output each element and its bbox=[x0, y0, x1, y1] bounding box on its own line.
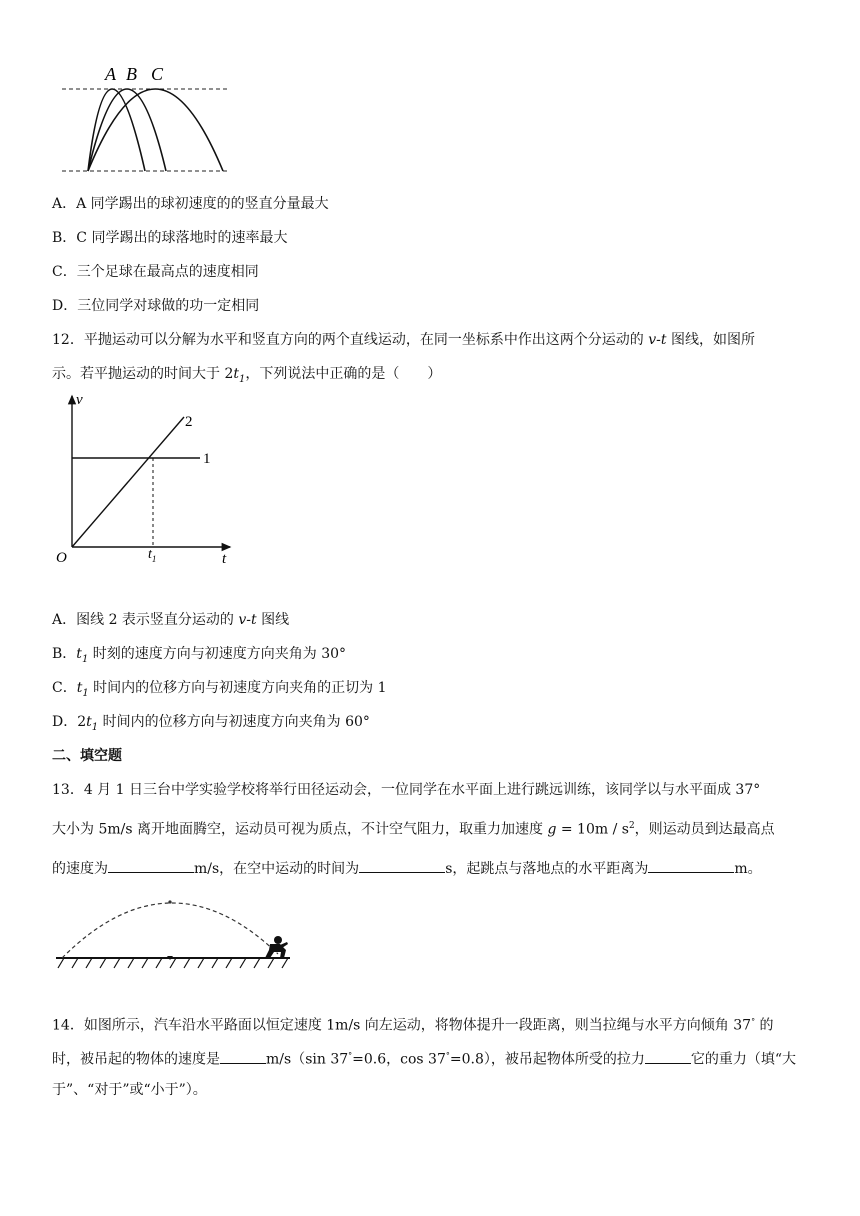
answer-blank-4[interactable] bbox=[220, 1049, 266, 1064]
trajectory-figure bbox=[58, 58, 236, 176]
trajectory-b bbox=[88, 89, 166, 171]
q13-text-line2: 大小为 5m/s 离开地面腾空，运动员可视为质点，不计空气阻力，取重力加速度 $g = 10m / s^2$，则运动员到达最高点 bbox=[52, 821, 775, 838]
q12-text-line1: 12．平抛运动可以分解为水平和竖直方向的两个直线运动，在同一坐标系中作出这两个分运动的 v-t 图线，如图所 bbox=[52, 332, 755, 348]
q12-option-d: D．$2t_1$ 时间内的位移方向与初速度方向夹角为 60° bbox=[52, 714, 370, 733]
q12-option-c: C．$t_1$ 时间内的位移方向与初速度方向夹角的正切为 1 bbox=[52, 680, 387, 699]
q14-text-line3: 于”、“对于”或“小于”）。 bbox=[52, 1082, 207, 1098]
athlete-icon bbox=[265, 936, 288, 958]
axis-v-label: v bbox=[76, 392, 83, 408]
line2-label: 2 bbox=[185, 414, 193, 430]
answer-blank-1[interactable] bbox=[108, 858, 194, 873]
q14-text-line2: 时，被吊起的物体的速度是 m/s（sin 37°=0.6，cos 37°=0.8），被吊起物体所受的拉力 它的重力（填“大 bbox=[52, 1046, 796, 1070]
q12-text-line2: 示。若平抛运动的时间大于 $2t_1$，下列说法中正确的是（ ） bbox=[52, 366, 442, 385]
label-b: B bbox=[126, 64, 137, 84]
q13-text-line3: 的速度为 m/s，在空中运动的时间为 s，起跳点与落地点的水平距离为 m。 bbox=[52, 858, 762, 879]
apex-dot bbox=[168, 900, 171, 903]
q12-option-b: B．$t_1$ 时刻的速度方向与初速度方向夹角为 30° bbox=[52, 646, 347, 665]
answer-blank-5[interactable] bbox=[645, 1049, 691, 1064]
answer-blank-2[interactable] bbox=[359, 858, 445, 873]
answer-blank-3[interactable] bbox=[648, 858, 734, 873]
q13-text-line1: 13．4 月 1 日三台中学实验学校将举行田径运动会，一位同学在水平面上进行跳远训练，该同学以与水平面成 37° bbox=[52, 782, 761, 798]
vt-graph bbox=[52, 390, 242, 570]
t1-label: $t_1$ bbox=[148, 547, 157, 564]
graph-line-2 bbox=[72, 417, 184, 547]
trajectory-a bbox=[88, 89, 145, 171]
trajectory-c bbox=[88, 89, 223, 171]
label-a: A bbox=[105, 64, 116, 84]
q11-option-b: B．C 同学踢出的球落地时的速率最大 bbox=[52, 230, 288, 246]
q11-option-c: C．三个足球在最高点的速度相同 bbox=[52, 264, 259, 280]
long-jump-figure bbox=[54, 886, 294, 972]
label-c: C bbox=[151, 64, 164, 84]
axis-t-label: t bbox=[222, 551, 227, 567]
origin-label: O bbox=[56, 550, 67, 566]
q12-option-a: A．图线 2 表示竖直分运动的 v-t 图线 bbox=[52, 612, 290, 628]
line1-label: 1 bbox=[203, 451, 211, 467]
q14-text-line1: 14．如图所示，汽车沿水平路面以恒定速度 1m/s 向左运动，将物体提升一段距离，则当拉绳与水平方向倾角 37° 的 bbox=[52, 1017, 774, 1034]
q11-option-d: D．三位同学对球做的功一定相同 bbox=[52, 298, 260, 314]
jump-trajectory bbox=[62, 903, 278, 958]
ground-hatching bbox=[58, 958, 288, 968]
section-title: 二、填空题 bbox=[52, 748, 122, 764]
q11-option-a: A．A 同学踢出的球初速度的的竖直分量最大 bbox=[52, 196, 329, 212]
